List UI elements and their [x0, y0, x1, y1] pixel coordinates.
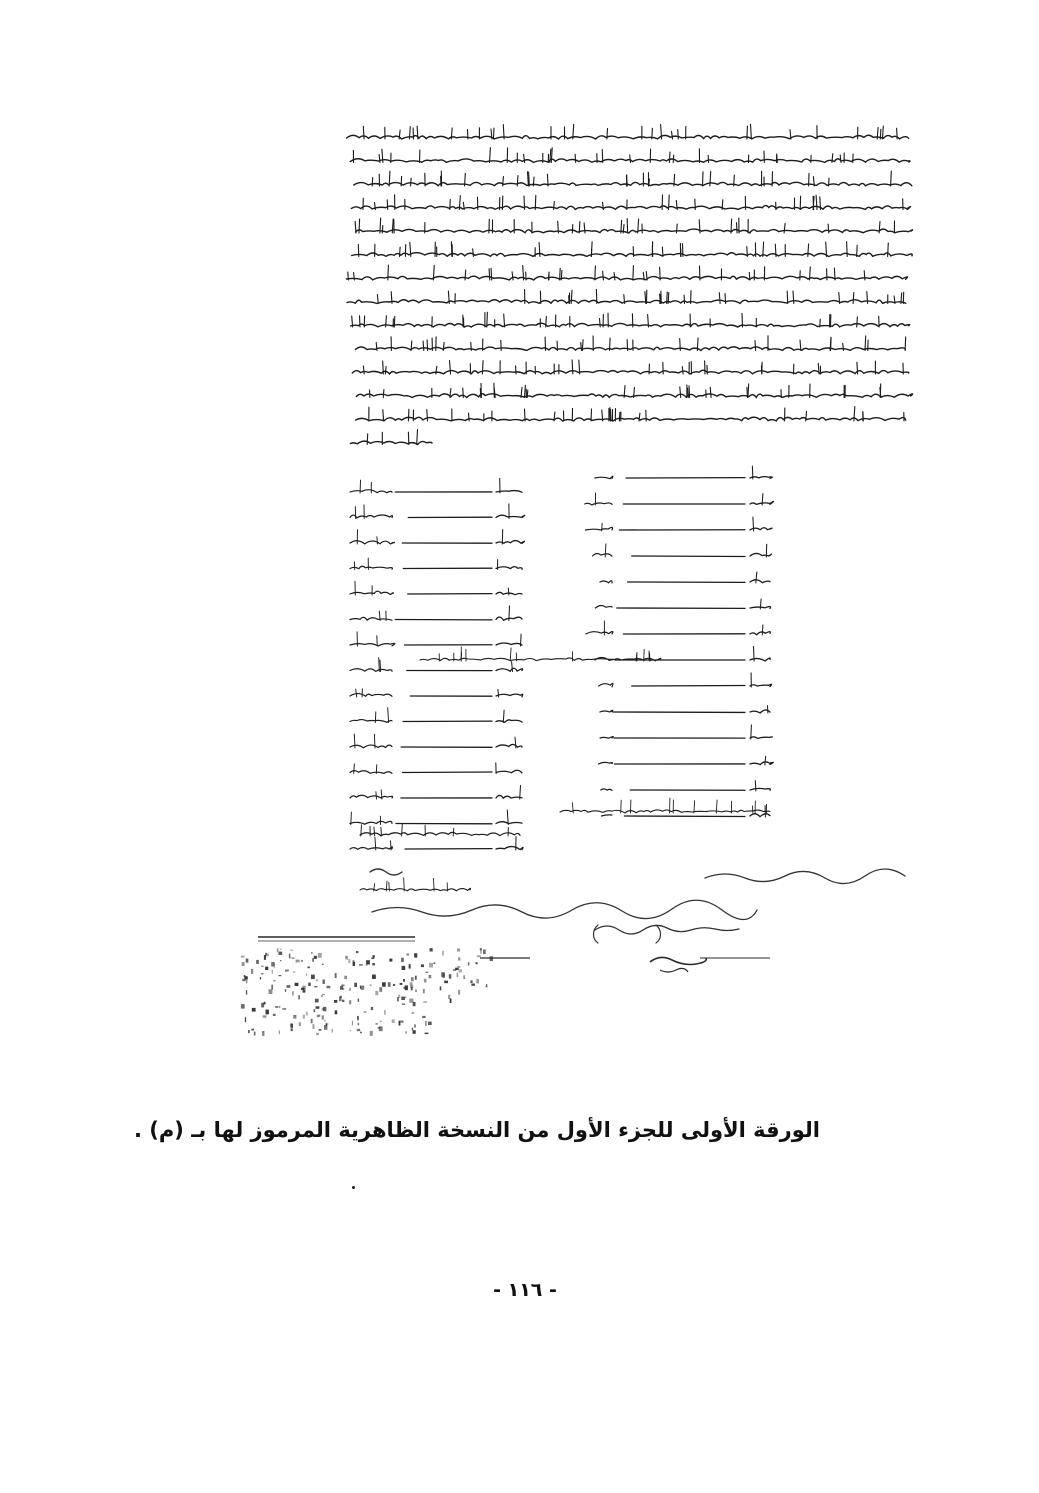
manuscript-book-list-left-column [350, 478, 525, 891]
figure-caption: الورقة الأولى للجزء الأول من النسخة الظاهرية المرموز لها بـ (م) . [134, 1118, 820, 1142]
manuscript-prose-block [346, 124, 912, 444]
manuscript-margin-note [370, 869, 905, 943]
manuscript-book-list-right-column [420, 466, 774, 817]
stray-dot [352, 1186, 355, 1189]
manuscript-ownership-stamp [258, 937, 770, 972]
page-number: - ١١٦ - [493, 1279, 557, 1301]
manuscript-seal-scribbles [241, 948, 493, 1036]
